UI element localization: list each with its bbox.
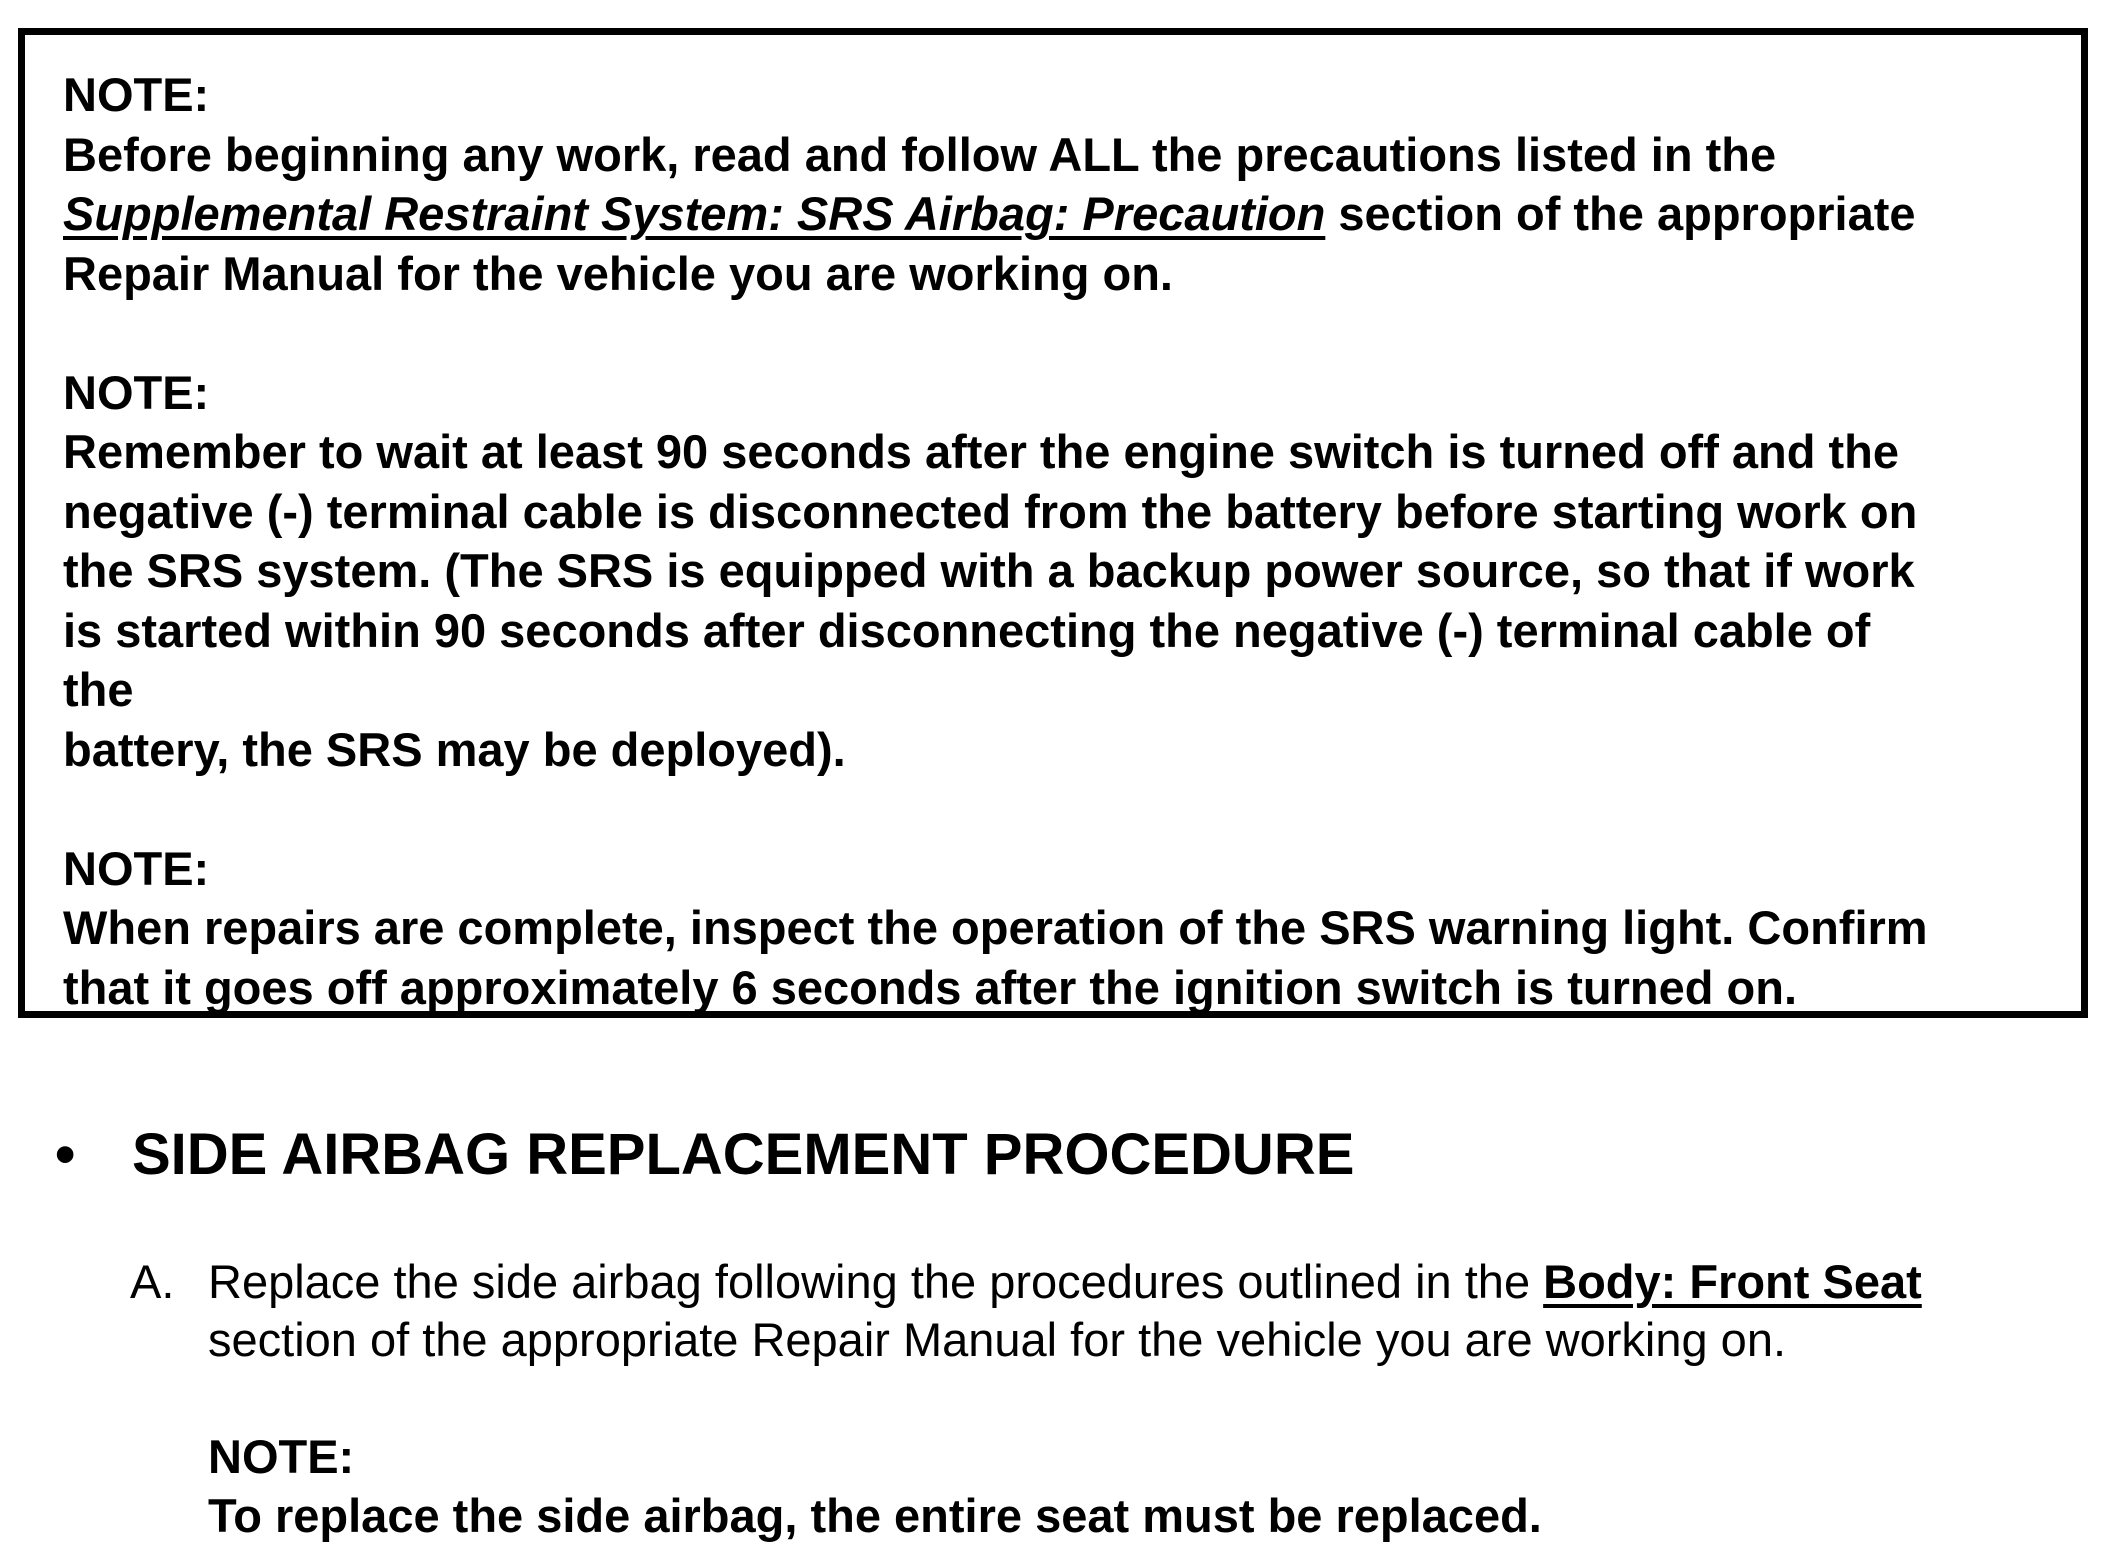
procedure-section [55, 1120, 2055, 1190]
note-line: battery, the SRS may be deployed). [63, 722, 846, 776]
note-text-before: Before beginning any work, read and follow ALL the precautions listed in the [63, 127, 1777, 181]
step-text-after: section of the appropriate Repair Manual for the vehicle you are working on. [208, 1313, 1787, 1366]
note-line: that it goes off approximately 6 seconds after the ignition switch is turned on. [63, 960, 1797, 1014]
note-text-after: section of the appropriate Repair Manual for the vehicle you are working on. [63, 187, 1916, 300]
note-warning-light [63, 839, 2043, 1018]
procedure-step-a [130, 1253, 2060, 1545]
note-line: negative (-) terminal cable is disconnected from the battery before starting work on [63, 484, 1918, 538]
note-line: Remember to wait at least 90 seconds after the engine switch is turned off and the [63, 425, 1900, 478]
step-note-text: To replace the side airbag, the entire seat must be replaced. [208, 1489, 1542, 1542]
note-precautions [63, 65, 2043, 303]
step-text-before: Replace the side airbag following the procedures outlined in the [208, 1255, 1544, 1308]
step-letter: A. [130, 1255, 175, 1308]
bullet-icon: • [55, 1122, 76, 1187]
body-front-seat-link[interactable]: Body: Front Seat [1543, 1255, 1922, 1308]
section-title: SIDE AIRBAG REPLACEMENT PROCEDURE [132, 1122, 1355, 1187]
note-line: the [63, 663, 134, 716]
step-note-label: NOTE: [208, 1430, 355, 1483]
note-line: the SRS system. (The SRS is equipped with a backup power source, so that if work [63, 544, 1915, 597]
section-heading [55, 1120, 2055, 1190]
note-line: is started within 90 seconds after disconnecting the negative (-) terminal cable of [63, 603, 1871, 657]
step-note [130, 1427, 2060, 1545]
note-text [63, 125, 2043, 304]
note-label: NOTE: [63, 68, 210, 121]
precaution-notes-box [18, 28, 2088, 1018]
note-label: NOTE: [63, 841, 210, 895]
step-text [208, 1253, 2060, 1369]
note-wait-90-seconds [63, 363, 2043, 780]
note-line: When repairs are complete, inspect the operation of the SRS warning light. Confirm [63, 901, 1928, 954]
srs-precaution-link[interactable]: Supplemental Restraint System: SRS Airbag: Precaution [63, 187, 1326, 240]
note-label: NOTE: [63, 365, 210, 419]
step-row [130, 1253, 2060, 1369]
